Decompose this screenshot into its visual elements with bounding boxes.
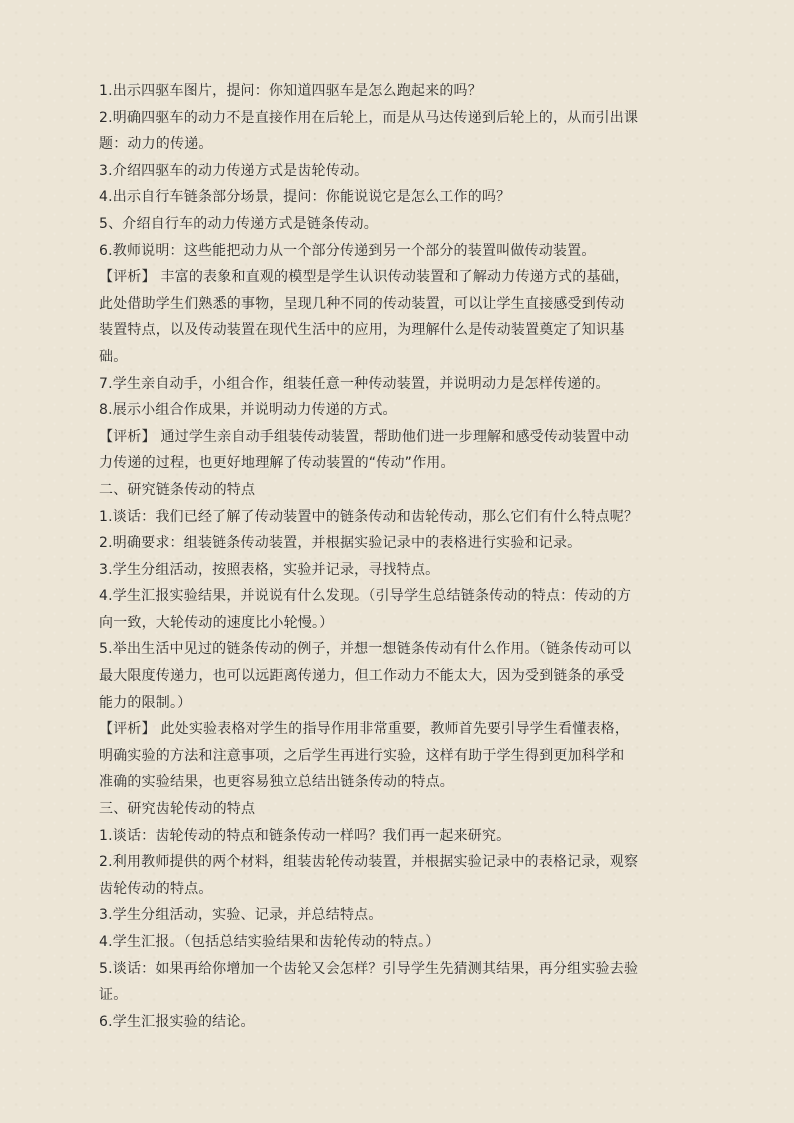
text-line: 1.出示四驱车图片，提问：你知道四驱车是怎么跑起来的吗？: [99, 83, 482, 99]
document-body: [99, 78, 699, 1035]
text-line: 齿轮传动的特点。: [99, 880, 213, 897]
comment-line: 装置特点，以及传动装置在现代生活中的应用，为理解什么是传动装置奠定了知识基: [99, 322, 625, 339]
text-line: 4.出示自行车链条部分场景，提问：你能说说它是怎么工作的吗？: [99, 189, 511, 206]
text-line: 3.介绍四驱车的动力传递方式是齿轮传动。: [99, 162, 369, 179]
text-line: 2.明确要求：组装链条传动装置，并根据实验记录中的表格进行实验和记录。: [99, 535, 582, 552]
text-line: 8.展示小组合作成果，并说明动力传递的方式。: [99, 402, 397, 419]
text-line: 6.教师说明：这些能把动力从一个部分传递到另一个部分的装置叫做传动装置。: [99, 242, 596, 259]
comment-line: 准确的实验结果，也更容易独立总结出链条传动的特点。: [99, 774, 454, 791]
text-line: 3.学生分组活动，按照表格，实验并记录，寻找特点。: [99, 561, 440, 578]
comment-line: 【评析】 通过学生亲自动手组装传动装置，帮助他们进一步理解和感受传动装置中动: [99, 428, 630, 445]
section-heading: 二、研究链条传动的特点: [99, 481, 256, 498]
text-line: 向一致，大轮传动的速度比小轮慢。）: [99, 614, 334, 631]
comment-line: 明确实验的方法和注意事项，之后学生再进行实验，这样有助于学生得到更加科学和: [99, 747, 625, 764]
comment-line: 【评析】 此处实验表格对学生的指导作用非常重要，教师首先要引导学生看懂表格，: [99, 721, 630, 738]
comment-line: 础。: [99, 348, 128, 365]
text-line: 题：动力的传递。: [99, 136, 213, 153]
section-heading: 三、研究齿轮传动的特点: [99, 801, 256, 818]
text-line: 5.举出生活中见过的链条传动的例子，并想一想链条传动有什么作用。（链条传动可以: [99, 641, 632, 658]
text-line: 1.谈话：齿轮传动的特点和链条传动一样吗？我们再一起来研究。: [99, 827, 511, 844]
text-line: 5.谈话：如果再给你增加一个齿轮又会怎样？引导学生先猜测其结果，再分组实验去验: [99, 960, 639, 977]
text-line: 2.明确四驱车的动力不是直接作用在后轮上，而是从马达传递到后轮上的，从而引出课: [99, 109, 639, 126]
text-line: 1.谈话：我们已经了解了传动装置中的链条传动和齿轮传动，那么它们有什么特点呢？: [99, 508, 639, 525]
text-line: 4.学生汇报实验结果，并说说有什么发现。（引导学生总结链条传动的特点：传动的方: [99, 588, 632, 605]
text-line: 最大限度传递力，也可以远距离传递力，但工作动力不能太大，因为受到链条的承受: [99, 668, 625, 685]
comment-line: 【评析】 丰富的表象和直观的模型是学生认识传动装置和了解动力传递方式的基础，: [99, 269, 630, 286]
text-line: 4.学生汇报。（包括总结实验结果和齿轮传动的特点。）: [99, 934, 440, 950]
text-line: 3.学生分组活动，实验、记录，并总结特点。: [99, 907, 383, 924]
comment-line: 此处借助学生们熟悉的事物，呈现几种不同的传动装置，可以让学生直接感受到传动: [99, 295, 625, 312]
text-line: 2.利用教师提供的两个材料，组装齿轮传动装置，并根据实验记录中的表格记录，观察: [99, 854, 639, 871]
text-line: 证。: [99, 987, 128, 1004]
comment-line: 力传递的过程，也更好地理解了传动装置的“传动”作用。: [99, 455, 455, 472]
text-line: 5、介绍自行车的动力传递方式是链条传动。: [99, 215, 378, 232]
text-line: 能力的限制。）: [99, 694, 192, 711]
text-line: 7.学生亲自动手，小组合作，组装任意一种传动装置，并说明动力是怎样传递的。: [99, 375, 610, 392]
text-line: 6.学生汇报实验的结论。: [99, 1013, 255, 1030]
